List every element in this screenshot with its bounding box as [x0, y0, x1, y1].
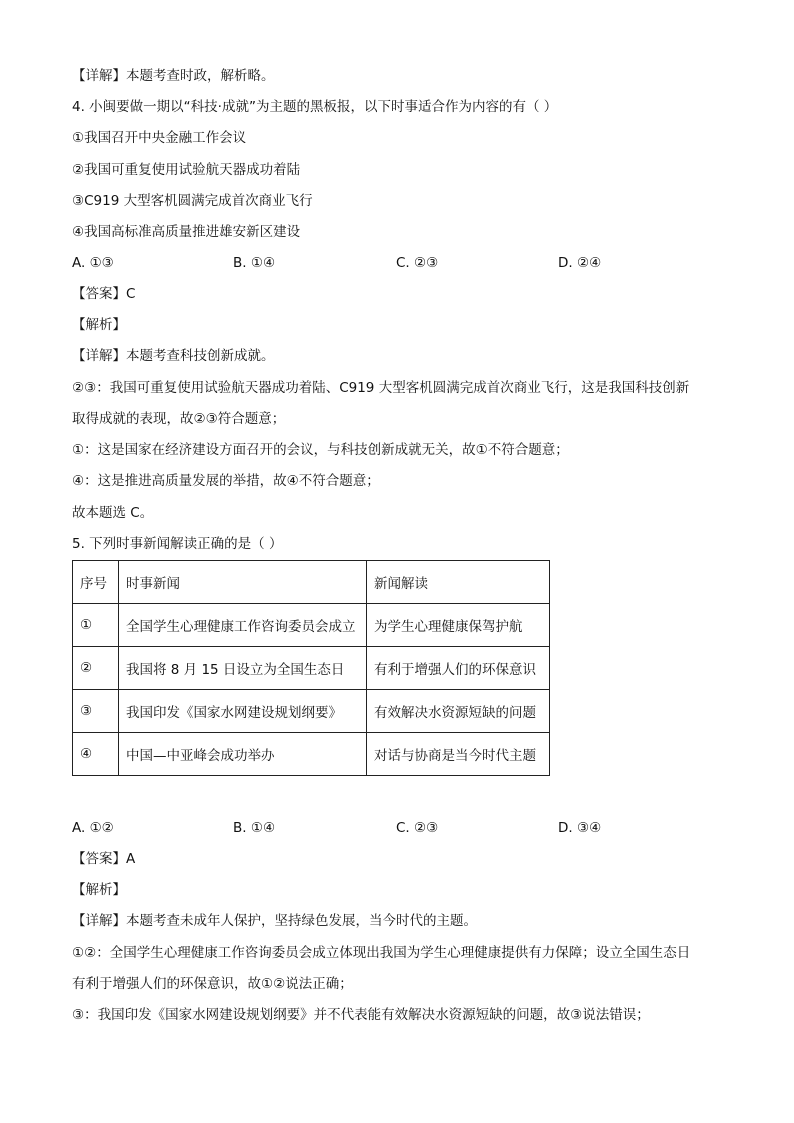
- q5-option-c: C. ②③: [396, 820, 439, 836]
- q4-item-2: ②我国可重复使用试验航天器成功着陆: [72, 162, 301, 178]
- q4-detail: 【详解】本题考查科技创新成就。: [72, 348, 275, 364]
- q4-explain-3: ①：这是国家在经济建设方面召开的会议，与科技创新成就无关，故①不符合题意；: [72, 442, 569, 458]
- q3-detail: 【详解】本题考查时政，解析略。: [72, 68, 275, 84]
- row-news: 中国—中亚峰会成功举办: [119, 733, 367, 776]
- header-interpretation: 新闻解读: [367, 561, 550, 604]
- q5-explain-3: ③：我国印发《国家水网建设规划纲要》并不代表能有效解决水资源短缺的问题，故③说法错误；: [72, 1007, 650, 1023]
- news-table: [72, 560, 550, 776]
- q4-item-3: ③C919 大型客机圆满完成首次商业飞行: [72, 193, 313, 209]
- q4-explain-2: 取得成就的表现，故②③符合题意；: [72, 411, 286, 427]
- row-interpretation: 为学生心理健康保驾护航: [367, 604, 550, 647]
- q4-stem: 4. 小闽要做一期以“科技·成就”为主题的黑板报，以下时事适合作为内容的有（ ）: [72, 99, 558, 115]
- q5-option-b: B. ①④: [233, 820, 276, 836]
- q4-explain-4: ④：这是推进高质量发展的举措，故④不符合题意；: [72, 473, 380, 489]
- table-row: [73, 647, 550, 690]
- q5-answer: 【答案】A: [72, 851, 136, 867]
- header-news: 时事新闻: [119, 561, 367, 604]
- row-interpretation: 有利于增强人们的环保意识: [367, 647, 550, 690]
- q4-explain-1: ②③：我国可重复使用试验航天器成功着陆、C919 大型客机圆满完成首次商业飞行，这是我国科技创新: [72, 380, 690, 396]
- q4-explain-5: 故本题选 C。: [72, 505, 154, 521]
- row-index: ①: [73, 604, 119, 647]
- q5-analysis-label: 【解析】: [72, 882, 126, 898]
- q4-item-1: ①我国召开中央金融工作会议: [72, 130, 247, 146]
- table-header-row: [73, 561, 550, 604]
- row-news: 我国将 8 月 15 日设立为全国生态日: [119, 647, 367, 690]
- q5-option-d: D. ③④: [558, 820, 602, 836]
- header-index: 序号: [73, 561, 119, 604]
- q4-option-d: D. ②④: [558, 255, 602, 271]
- table-row: [73, 733, 550, 776]
- table-row: [73, 690, 550, 733]
- q4-item-4: ④我国高标准高质量推进雄安新区建设: [72, 224, 301, 240]
- table-row: [73, 604, 550, 647]
- q4-analysis-label: 【解析】: [72, 317, 126, 333]
- q5-option-a: A. ①②: [72, 820, 114, 836]
- row-interpretation: 对话与协商是当今时代主题: [367, 733, 550, 776]
- row-index: ④: [73, 733, 119, 776]
- q4-option-a: A. ①③: [72, 255, 114, 271]
- row-news: 我国印发《国家水网建设规划纲要》: [119, 690, 367, 733]
- row-index: ②: [73, 647, 119, 690]
- q5-explain-2: 有利于增强人们的环保意识，故①②说法正确；: [72, 976, 353, 992]
- q5-detail: 【详解】本题考查未成年人保护，坚持绿色发展，当今时代的主题。: [72, 913, 477, 929]
- q5-stem: 5. 下列时事新闻解读正确的是（ ）: [72, 536, 283, 552]
- row-news: 全国学生心理健康工作咨询委员会成立: [119, 604, 367, 647]
- q5-explain-1: ①②：全国学生心理健康工作咨询委员会成立体现出我国为学生心理健康提供有力保障；设立全国生态日: [72, 945, 691, 961]
- q4-option-c: C. ②③: [396, 255, 439, 271]
- row-index: ③: [73, 690, 119, 733]
- row-interpretation: 有效解决水资源短缺的问题: [367, 690, 550, 733]
- q4-option-b: B. ①④: [233, 255, 276, 271]
- q4-answer: 【答案】C: [72, 286, 136, 302]
